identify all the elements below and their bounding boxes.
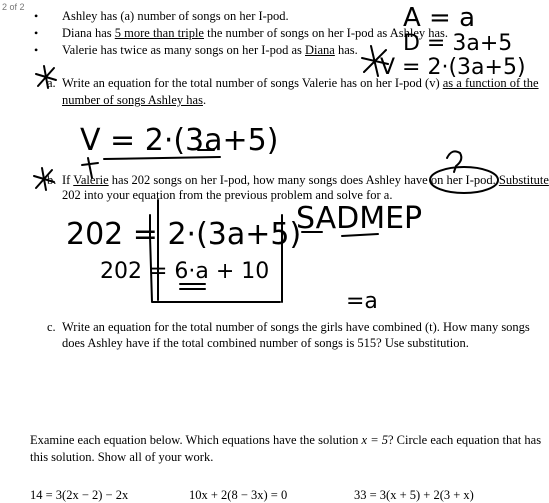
handwritten-result: =a	[346, 289, 378, 314]
bullet-ashley: Ashley has (a) number of songs on her I-pod.	[62, 9, 289, 23]
underlined-phrase: Valerie	[73, 173, 109, 187]
text-run: Examine each equation below. Which equations have the solution	[30, 433, 362, 447]
handwritten-a-def: A = a	[403, 3, 476, 33]
tick-mark	[82, 158, 98, 178]
underlined-phrase: number of songs Ashley has	[62, 93, 203, 107]
underlined-phrase: Diana	[305, 43, 335, 57]
handwritten-step1: 202 = 2·(3a+5)	[66, 217, 302, 252]
text-run: has.	[334, 43, 358, 57]
question-b-line2: 202 into your equation from the previous problem and solve for a.	[62, 188, 393, 202]
text-run: Diana has	[62, 26, 115, 40]
text-run: If	[62, 173, 74, 187]
handwritten-v-def: V = 2·(3a+5)	[380, 55, 526, 80]
star-mark	[36, 66, 56, 88]
question-a-marker: a.	[47, 76, 56, 90]
underline-6a	[180, 284, 205, 289]
underlined-phrase: as a function of the	[442, 76, 539, 90]
handwritten-answer-a: V = 2·(3a+5)	[80, 123, 279, 158]
bullet-dot: •	[34, 26, 39, 40]
bullet-dot: •	[34, 43, 39, 57]
star-mark	[34, 168, 57, 190]
circle-substitute	[430, 167, 498, 193]
text-run: ? Circle each equation that has	[388, 433, 542, 447]
handwritten-sadmep: SADMEP	[296, 201, 423, 236]
page-indicator: 2 of 2	[2, 2, 25, 12]
text-run: has 202 songs on her I-pod, how many songs does Ashley have on her I-pod.	[108, 173, 499, 187]
text-run: Write an equation for the total number of songs Valerie has on her I-pod (v)	[62, 76, 443, 90]
equation-2: 10x + 2(8 − 3x) = 0	[189, 488, 288, 502]
question-c-line2: does Ashley have if the total combined number of songs is 515? Use substitution.	[62, 336, 469, 350]
examine-line2: this solution. Show all of your work.	[30, 450, 214, 464]
question-c-marker: c.	[47, 320, 56, 334]
handwritten-d-def: D = 3a+5	[403, 31, 513, 56]
text-run: Valerie has twice as many songs on her I-pod as	[62, 43, 305, 57]
underlined-phrase: 5 more than triple	[114, 26, 204, 40]
handwritten-step2: 202 = 6·a + 10	[100, 259, 270, 284]
equation-1: 14 = 3(2x − 2) − 2x	[30, 488, 129, 502]
equation-3: 33 = 3(x + 5) + 2(3 + x)	[354, 488, 474, 502]
underlined-phrase: Substitute	[498, 173, 549, 187]
math-inline: x = 5	[361, 433, 388, 447]
text-run: the number of songs on her I-pod as Ashley has.	[203, 26, 449, 40]
text-run: .	[202, 93, 207, 107]
question-c-line1: Write an equation for the total number of songs the girls have combined (t). How many songs	[62, 320, 530, 334]
bullet-dot: •	[34, 9, 39, 23]
question-b-marker: b.	[47, 173, 57, 187]
